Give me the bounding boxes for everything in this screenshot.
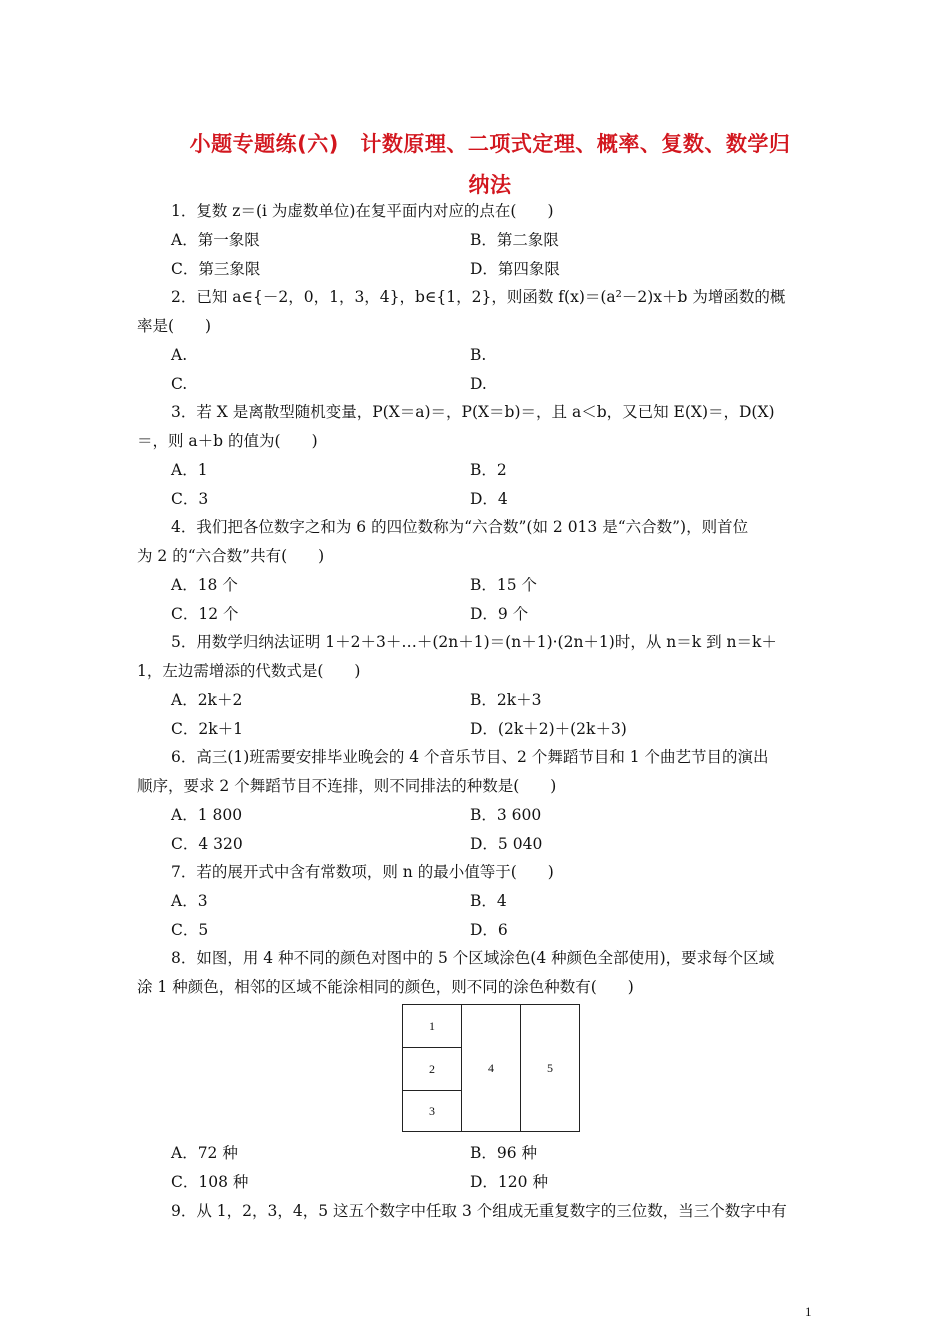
page-number: 1	[805, 1304, 812, 1319]
text-line: A．3	[171, 892, 208, 910]
text-line: 6．高三(1)班需要安排毕业晚会的 4 个音乐节目、2 个舞蹈节目和 1 个曲艺节目的演出	[171, 748, 769, 766]
text-line: B．2	[470, 461, 507, 479]
text-line: D．120 种	[470, 1173, 548, 1191]
text-line: C．5	[171, 921, 209, 939]
text-line: B．4	[470, 892, 507, 910]
page-title	[150, 124, 830, 206]
text-line: 3．若 X 是离散型随机变量，P(X＝a)＝，P(X＝b)＝，且 a＜b，又已知 E(X)＝，D(X)	[171, 403, 775, 421]
text-line: 4．我们把各位数字之和为 6 的四位数称为“六合数”(如 2 013 是“六合数”)，则首位	[171, 518, 749, 536]
text-line: A．1 800	[171, 806, 243, 824]
text-line: 9．从 1，2，3，4，5 这五个数字中任取 3 个组成无重复数字的三位数，当三个数字中有	[171, 1202, 787, 1220]
text-line: A.	[171, 346, 188, 364]
text-line: ＝，则 a＋b 的值为( )	[137, 432, 318, 450]
text-line: 1，左边需增添的代数式是( )	[137, 662, 361, 680]
text-line: 7．若的展开式中含有常数项，则 n 的最小值等于( )	[171, 863, 554, 881]
text-line: 1．复数 z＝(i 为虚数单位)在复平面内对应的点在( )	[171, 202, 554, 220]
text-line: B．96 种	[470, 1144, 538, 1162]
text-line: 率是( )	[137, 317, 212, 335]
text-line: 8．如图，用 4 种不同的颜色对图中的 5 个区域涂色(4 种颜色全部使用)，要求每个区域	[171, 949, 775, 967]
region-4: 4	[461, 1004, 521, 1132]
region-figure	[402, 1004, 580, 1132]
title-line-2: 纳法	[468, 173, 512, 197]
text-line: 5．用数学归纳法证明 1＋2＋3＋…＋(2n＋1)＝(n＋1)·(2n＋1)时，从 n＝k 到 n＝k＋	[171, 633, 777, 651]
text-line: D．第四象限	[470, 260, 560, 278]
text-line: 为 2 的“六合数”共有( )	[137, 547, 325, 565]
text-line: B.	[470, 346, 487, 364]
text-line: C.	[171, 375, 188, 393]
text-line: D．6	[470, 921, 508, 939]
text-line: C．108 种	[171, 1173, 249, 1191]
text-line: A．1	[171, 461, 208, 479]
text-line: 2．已知 a∈{－2，0，1，3，4}，b∈{1，2}，则函数 f(x)＝(a²－2)x＋b 为增函数的概	[171, 288, 786, 306]
text-line: B．2k＋3	[470, 691, 542, 709]
text-line: B．第二象限	[470, 231, 559, 249]
text-line: B．15 个	[470, 576, 538, 594]
region-2: 2	[402, 1047, 462, 1091]
text-line: C．2k＋1	[171, 720, 243, 738]
text-line: A．18 个	[171, 576, 238, 594]
region-3: 3	[402, 1090, 462, 1132]
text-line: D.	[470, 375, 487, 393]
text-line: C．3	[171, 490, 209, 508]
text-line: C．4 320	[171, 835, 243, 853]
text-line: D．5 040	[470, 835, 543, 853]
text-line: D．(2k＋2)＋(2k＋3)	[470, 720, 627, 738]
text-line: A．72 种	[171, 1144, 238, 1162]
region-1: 1	[402, 1004, 462, 1048]
text-line: C．第三象限	[171, 260, 261, 278]
text-line: 顺序，要求 2 个舞蹈节目不连排，则不同排法的种数是( )	[137, 777, 557, 795]
title-line-1: 小题专题练(六) 计数原理、二项式定理、概率、复数、数学归	[189, 132, 791, 156]
text-line: D．4	[470, 490, 508, 508]
text-line: A．2k＋2	[171, 691, 243, 709]
text-line: C．12 个	[171, 605, 239, 623]
region-5: 5	[520, 1004, 580, 1132]
text-line: A．第一象限	[171, 231, 260, 249]
text-line: B．3 600	[470, 806, 542, 824]
text-line: D．9 个	[470, 605, 529, 623]
text-line: 涂 1 种颜色，相邻的区域不能涂相同的颜色，则不同的涂色种数有( )	[137, 978, 634, 996]
